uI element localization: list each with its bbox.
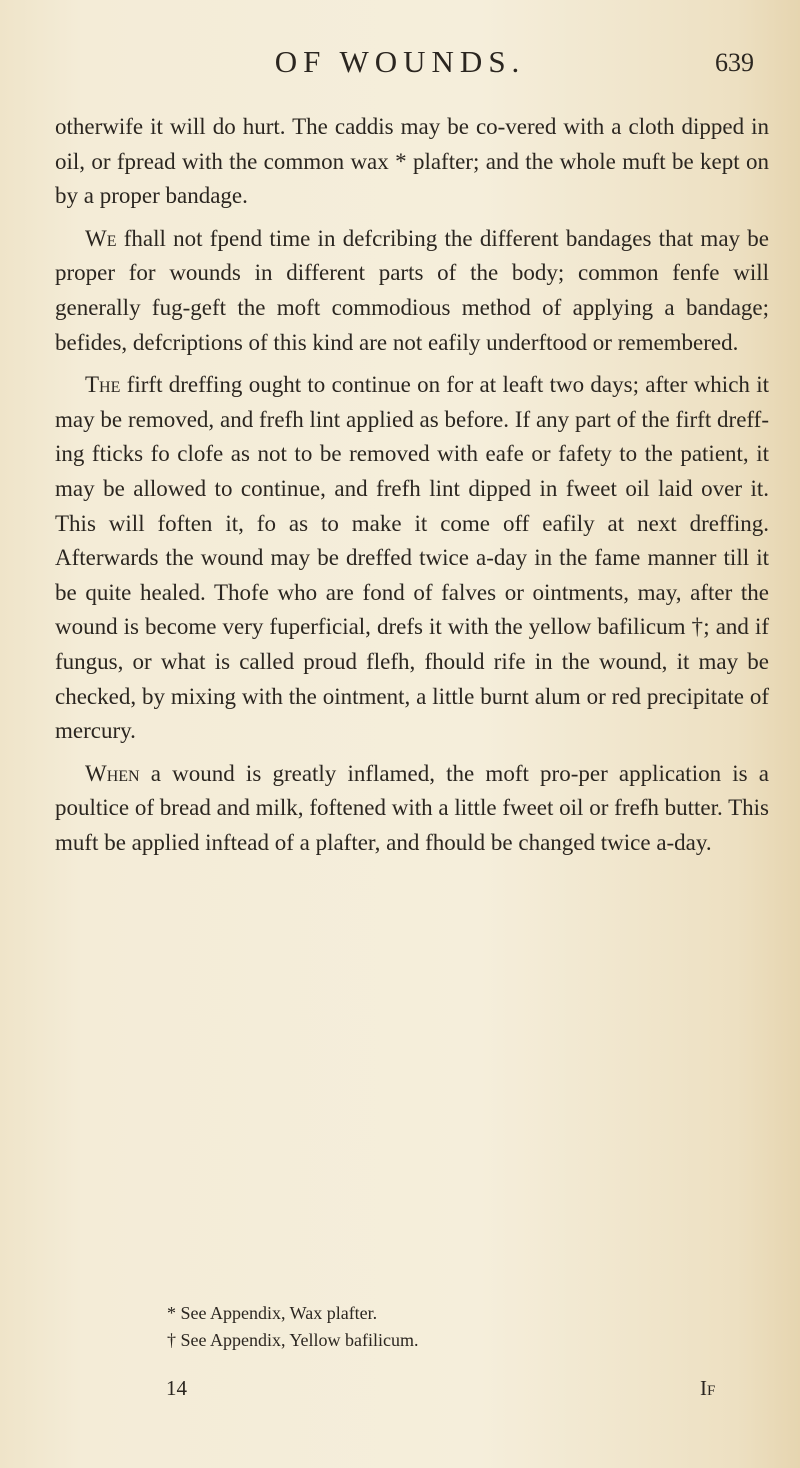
paragraph-body: fhall not fpend time in defcribing the different bandages that may be proper for wounds in different parts of the body; common fenfe will generally fug-geft the moft commodious method of applying a bandage; befides, defcriptions of this kind are not eafily underftood or remembered. [55,225,769,355]
paragraph-lead: We [85,225,117,251]
footnote: * See Appendix, Wax plafter. [167,1303,378,1323]
paragraph [55,222,769,360]
paragraph-body: a wound is greatly inflamed, the moft pro-per application is a poultice of bread and milk, foftened with a little fweet oil or frefh butter. This muft be applied inftead of a plafter, and fhould be changed twice a-day. [55,760,769,855]
page-number: 639 [715,48,754,77]
paragraph-lead: The [85,372,121,398]
paragraph-lead: When [85,760,140,786]
catchword: If [700,1376,716,1400]
paragraph [55,757,769,861]
signature-mark: 14 [166,1376,187,1400]
footnotes [55,1300,769,1354]
paragraph [55,368,769,749]
paragraph-body: firft dreffing ought to continue on for at leaft two days; after which it may be removed, and frefh lint applied as before. If any part of the firft dreff-ing fticks fo clofe as not to be removed with eafe or fafety to the patient, it may be allowed to continue, and frefh lint dipped in fweet oil laid over it. This will foften it, fo as to make it come off eafily at next dreffing. Afterwards the wound may be dreffed twice a-day in the fame manner till it be quite healed. Thofe who are fond of falves or ointments, may, after the wound is become very fuperficial, drefs it with the yellow bafilicum †; and if fungus, or what is called proud flefh, fhould rife in the wound, it may be checked, by mixing with the ointment, a little burnt alum or red precipitate of mercury. [55,372,769,744]
paragraph-body: otherwife it will do hurt. The caddis may be co-vered with a cloth dipped in oil, or fpread with the common wax * plafter; and the whole muft be kept on by a proper bandage. [55,114,769,209]
paragraph [55,110,769,214]
body-text [55,110,769,860]
footnote: † See Appendix, Yellow bafilicum. [167,1330,419,1350]
running-title: OF WOUNDS. [274,44,526,79]
